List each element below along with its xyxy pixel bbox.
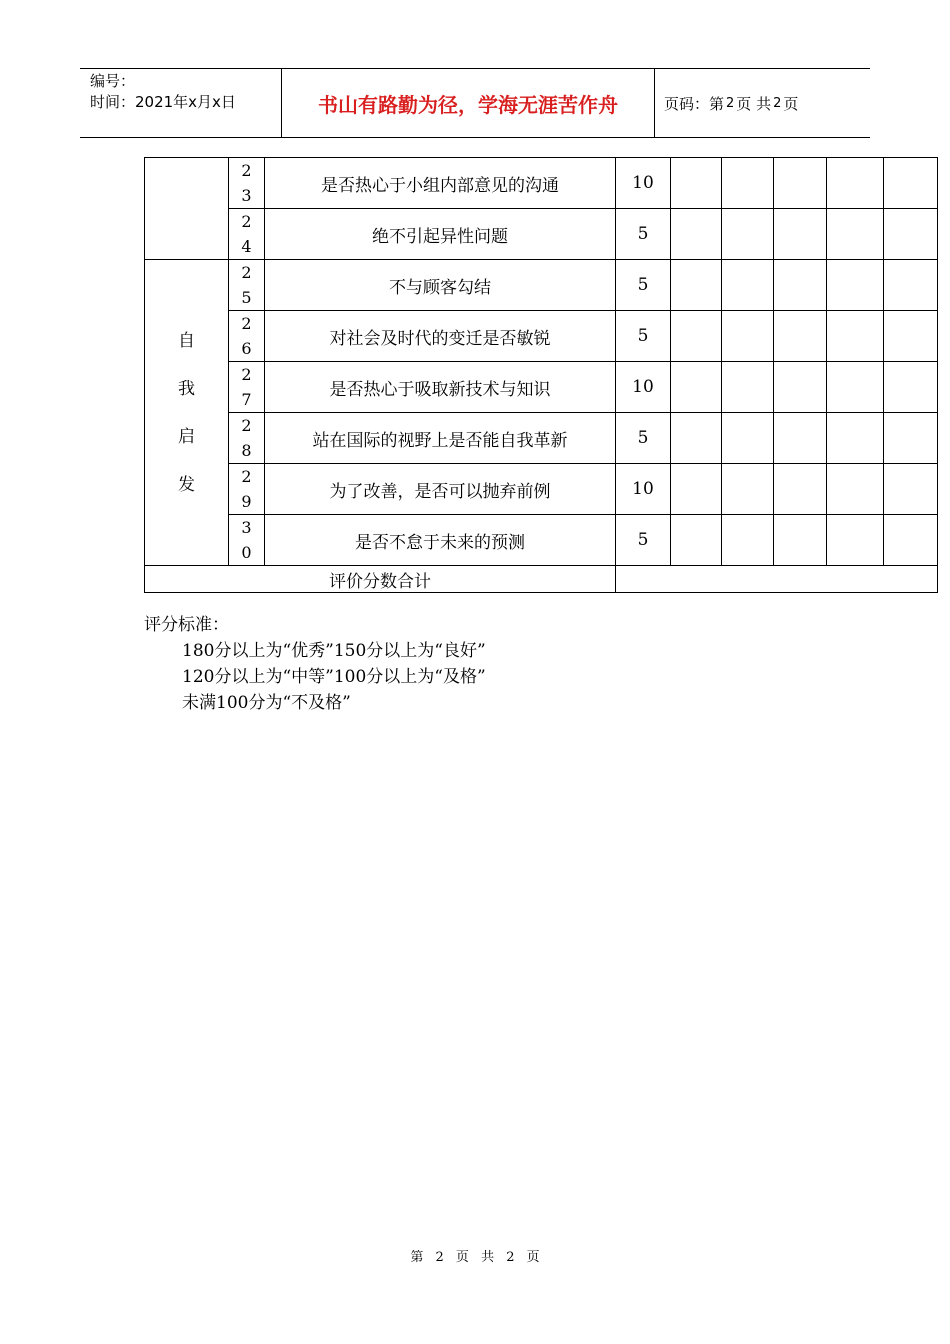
rating-cell[interactable] bbox=[884, 413, 938, 464]
category-cell-continued bbox=[145, 158, 229, 260]
header-info bbox=[90, 71, 280, 113]
rating-cell[interactable] bbox=[827, 311, 884, 362]
item-score: 10 bbox=[616, 158, 671, 209]
evaluation-table bbox=[144, 157, 938, 593]
rating-cell[interactable] bbox=[671, 464, 722, 515]
total-label: 评价分数合计 bbox=[145, 566, 616, 593]
table-row bbox=[145, 311, 938, 362]
table-row bbox=[145, 260, 938, 311]
item-score: 10 bbox=[616, 464, 671, 515]
rating-cell[interactable] bbox=[722, 515, 774, 566]
rating-cell[interactable] bbox=[774, 158, 827, 209]
item-text: 不与顾客勾结 bbox=[265, 260, 616, 311]
item-text: 站在国际的视野上是否能自我革新 bbox=[265, 413, 616, 464]
page-prefix: 页码：第 bbox=[664, 94, 725, 113]
page-total: 2 bbox=[773, 95, 782, 111]
total-row bbox=[145, 566, 938, 593]
table-row bbox=[145, 413, 938, 464]
item-number: 2 5 bbox=[229, 260, 265, 311]
rating-cell[interactable] bbox=[884, 209, 938, 260]
total-value-cell[interactable] bbox=[616, 566, 938, 593]
rating-cell[interactable] bbox=[671, 362, 722, 413]
rating-cell[interactable] bbox=[671, 260, 722, 311]
rating-cell[interactable] bbox=[722, 209, 774, 260]
footer-text: 页 bbox=[455, 1250, 469, 1265]
item-number: 2 9 bbox=[229, 464, 265, 515]
rating-cell[interactable] bbox=[671, 311, 722, 362]
table-row bbox=[145, 362, 938, 413]
rating-cell[interactable] bbox=[884, 158, 938, 209]
footer-page-number: 2 bbox=[435, 1250, 444, 1265]
table-row bbox=[145, 515, 938, 566]
criteria-line: 120分以上为“中等”100分以上为“及格” bbox=[182, 667, 486, 687]
rating-cell[interactable] bbox=[671, 158, 722, 209]
item-score: 5 bbox=[616, 209, 671, 260]
number-label: 编号： bbox=[90, 72, 136, 90]
category-self-development bbox=[145, 260, 229, 566]
item-text: 对社会及时代的变迁是否敏锐 bbox=[265, 311, 616, 362]
page-suffix: 页 bbox=[783, 94, 799, 113]
page-header bbox=[80, 68, 870, 138]
time-label: 时间：2021年x月x日 bbox=[90, 93, 236, 111]
rating-cell[interactable] bbox=[774, 260, 827, 311]
rating-cell[interactable] bbox=[671, 413, 722, 464]
page-number: 2 bbox=[726, 95, 735, 111]
criteria-line: 未满100分为“不及格” bbox=[182, 693, 351, 713]
rating-cell[interactable] bbox=[774, 209, 827, 260]
rating-cell[interactable] bbox=[774, 311, 827, 362]
rating-cell[interactable] bbox=[722, 311, 774, 362]
item-number: 2 8 bbox=[229, 413, 265, 464]
category-line-1: 自我 bbox=[178, 330, 221, 399]
rating-cell[interactable] bbox=[722, 158, 774, 209]
rating-cell[interactable] bbox=[827, 260, 884, 311]
item-score: 5 bbox=[616, 413, 671, 464]
item-score: 10 bbox=[616, 362, 671, 413]
item-number: 2 7 bbox=[229, 362, 265, 413]
item-text: 是否热心于小组内部意见的沟通 bbox=[265, 158, 616, 209]
footer-text: 页 bbox=[526, 1250, 540, 1265]
rating-cell[interactable] bbox=[827, 515, 884, 566]
rating-cell[interactable] bbox=[722, 464, 774, 515]
scoring-criteria bbox=[144, 612, 486, 716]
rating-cell[interactable] bbox=[722, 260, 774, 311]
criteria-title: 评分标准： bbox=[144, 615, 229, 635]
item-number: 2 4 bbox=[229, 209, 265, 260]
rating-cell[interactable] bbox=[827, 413, 884, 464]
page-mid: 页 共 bbox=[736, 94, 772, 113]
category-line-2: 启发 bbox=[178, 426, 221, 495]
page-footer bbox=[0, 1246, 950, 1265]
rating-cell[interactable] bbox=[722, 362, 774, 413]
rating-cell[interactable] bbox=[884, 311, 938, 362]
rating-cell[interactable] bbox=[722, 413, 774, 464]
rating-cell[interactable] bbox=[827, 464, 884, 515]
rating-cell[interactable] bbox=[774, 413, 827, 464]
rating-cell[interactable] bbox=[671, 209, 722, 260]
item-score: 5 bbox=[616, 515, 671, 566]
rating-cell[interactable] bbox=[827, 209, 884, 260]
rating-cell[interactable] bbox=[884, 515, 938, 566]
table-row bbox=[145, 464, 938, 515]
footer-text: 共 bbox=[481, 1250, 495, 1265]
table-row bbox=[145, 209, 938, 260]
rating-cell[interactable] bbox=[671, 515, 722, 566]
item-text: 绝不引起异性问题 bbox=[265, 209, 616, 260]
rating-cell[interactable] bbox=[774, 362, 827, 413]
footer-text: 第 bbox=[410, 1250, 424, 1265]
header-page-info bbox=[664, 69, 798, 137]
rating-cell[interactable] bbox=[884, 362, 938, 413]
rating-cell[interactable] bbox=[884, 464, 938, 515]
rating-cell[interactable] bbox=[884, 260, 938, 311]
rating-cell[interactable] bbox=[827, 158, 884, 209]
table-row bbox=[145, 158, 938, 209]
rating-cell[interactable] bbox=[827, 362, 884, 413]
item-number: 2 3 bbox=[229, 158, 265, 209]
item-text: 为了改善，是否可以抛弃前例 bbox=[265, 464, 616, 515]
item-score: 5 bbox=[616, 311, 671, 362]
header-motto: 书山有路勤为径，学海无涯苦作舟 bbox=[281, 69, 655, 137]
rating-cell[interactable] bbox=[774, 515, 827, 566]
item-number: 2 6 bbox=[229, 311, 265, 362]
item-text: 是否热心于吸取新技术与知识 bbox=[265, 362, 616, 413]
footer-page-total: 2 bbox=[506, 1250, 515, 1265]
rating-cell[interactable] bbox=[774, 464, 827, 515]
item-score: 5 bbox=[616, 260, 671, 311]
criteria-line: 180分以上为“优秀”150分以上为“良好” bbox=[182, 641, 486, 661]
item-text: 是否不怠于未来的预测 bbox=[265, 515, 616, 566]
item-number: 3 0 bbox=[229, 515, 265, 566]
